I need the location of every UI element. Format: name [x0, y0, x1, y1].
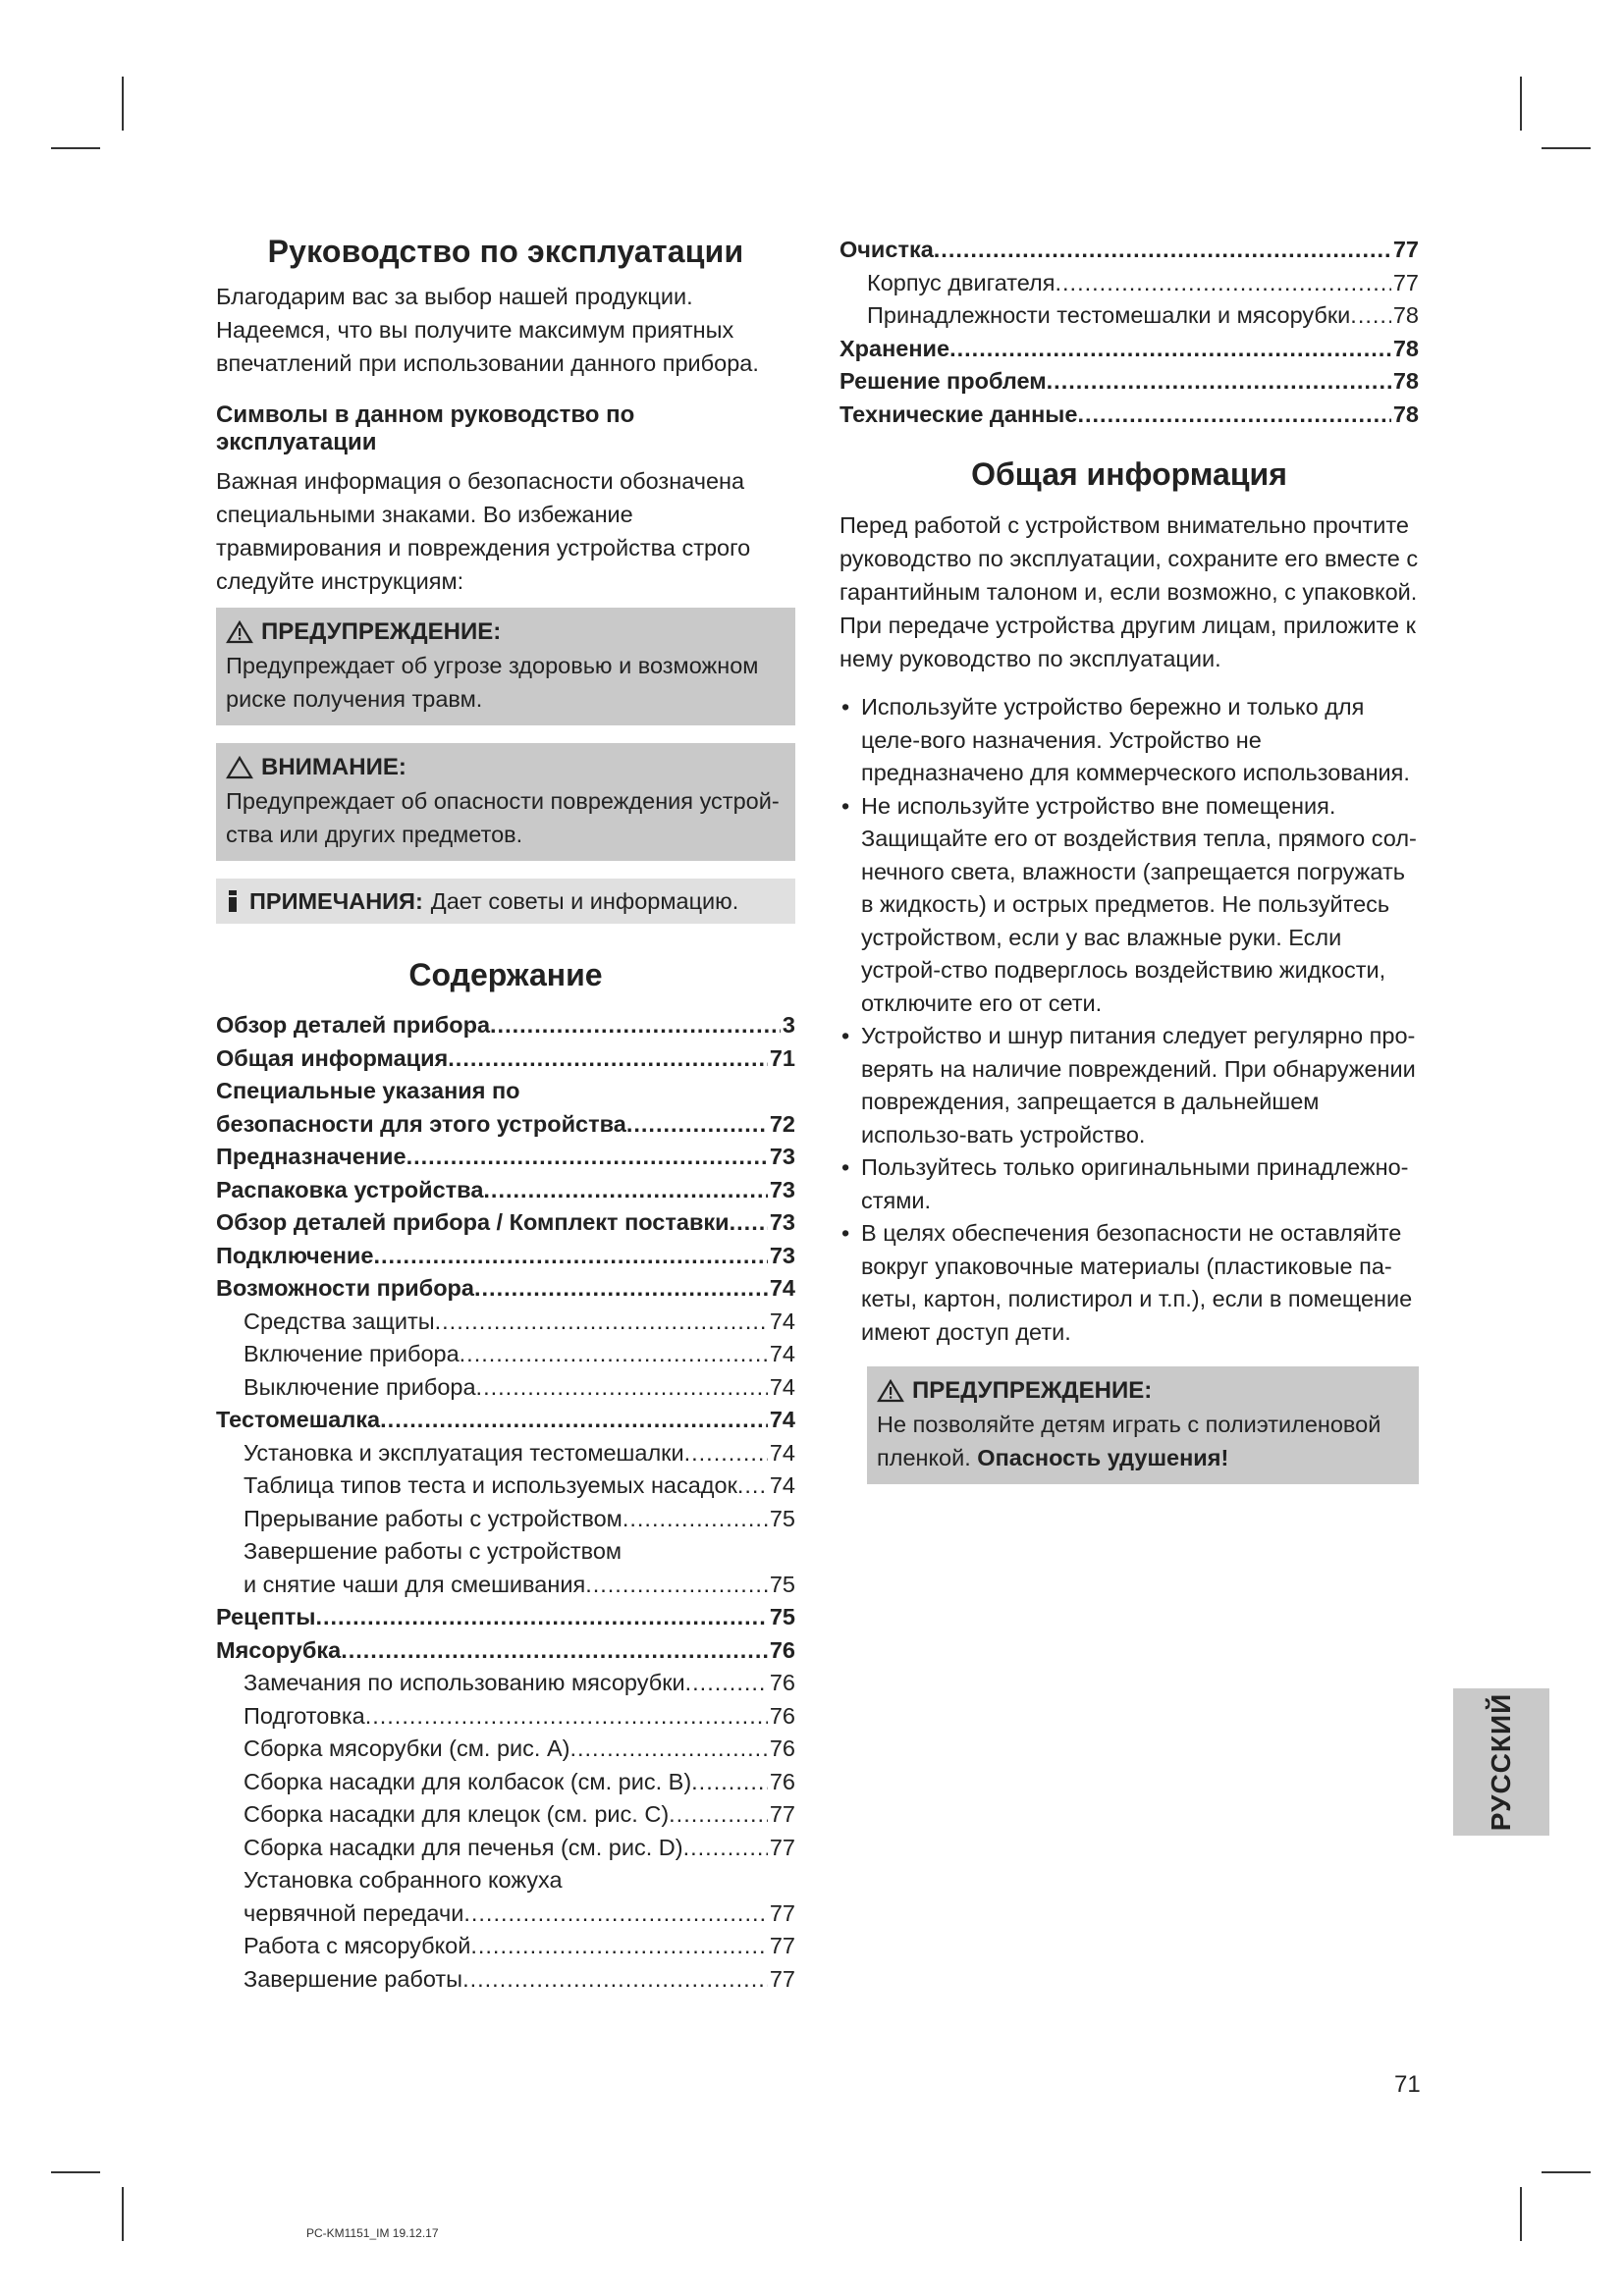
toc-entry — [216, 1733, 795, 1766]
toc-entry — [216, 1437, 795, 1470]
toc-entry-label: Сборка насадки для колбасок (см. рис. B) — [244, 1768, 692, 1794]
toc-entry-page: 78 — [1392, 368, 1419, 394]
toc-entry: Завершение работы с устройством — [244, 1538, 623, 1564]
info-icon — [226, 890, 240, 912]
right-column — [839, 234, 1419, 1502]
toc-entry — [216, 1798, 795, 1832]
toc-leader-dots — [730, 1206, 768, 1240]
toc-entry — [216, 1897, 795, 1931]
bullet-item: • Используйте устройство бережно и только для целе-вого назначения. Устройство не предназначено для коммерческого использования. — [839, 691, 1419, 790]
toc-entry-label: Технические данные — [839, 400, 1078, 427]
toc-entry-label: Тестомешалка — [216, 1407, 381, 1432]
toc-entry — [216, 1700, 795, 1734]
toc-entry — [216, 1371, 795, 1405]
toc-leader-dots — [341, 1634, 768, 1668]
warning-title: ПРЕДУПРЕЖДЕНИЕ: — [912, 1377, 1153, 1404]
toc-entry-label: Подключение — [216, 1242, 374, 1268]
toc-entry-label: Таблица типов теста и используемых насадок — [244, 1472, 737, 1498]
warning-triangle-icon — [877, 1379, 904, 1403]
note-text: Дает советы и информацию. — [430, 888, 739, 914]
toc-entry-page: 76 — [769, 1670, 795, 1695]
toc-entry-label: Обзор деталей прибора — [216, 1012, 491, 1038]
toc-entry — [216, 1206, 795, 1240]
toc-entry: Установка собранного кожуха — [244, 1867, 563, 1893]
toc-entry — [216, 1272, 795, 1306]
toc-entry-page: 75 — [769, 1505, 795, 1531]
warning-title: ПРЕДУПРЕЖДЕНИЕ: — [261, 618, 502, 645]
bullet-item: • В целях обеспечения безопасности не оставляйте вокруг упаковочные материалы (пластиковые па-кеты, картон, полистирол и т.п.), если в помещение имеют доступ дети. — [839, 1217, 1419, 1349]
toc-entry — [216, 1634, 795, 1668]
toc-entry-label: Средства защиты — [244, 1308, 435, 1334]
toc-leader-dots — [934, 234, 1391, 267]
crop-mark — [1542, 2171, 1591, 2173]
toc-entry — [216, 1009, 795, 1042]
warning-text: Предупреждает об угрозе здоровью и возможном риске получения травм. — [226, 653, 759, 712]
caution-triangle-icon — [226, 756, 253, 779]
toc-entry — [216, 1469, 795, 1503]
toc-entry-label: Распаковка устройства — [216, 1176, 484, 1202]
toc-leader-dots — [1077, 399, 1390, 432]
page-number: 71 — [1394, 2071, 1421, 2098]
toc-leader-dots — [626, 1108, 768, 1142]
toc-entry — [216, 1108, 795, 1142]
toc-entry-page: 74 — [769, 1407, 795, 1432]
toc-entry-page: 77 — [769, 1965, 795, 1992]
toc-entry-page: 77 — [1392, 269, 1419, 295]
toc-entry-label: Включение прибора — [244, 1341, 460, 1366]
toc-entry-page: 76 — [769, 1768, 795, 1794]
toc-leader-dots — [435, 1306, 768, 1339]
toc-leader-dots — [949, 333, 1391, 366]
toc-entry — [216, 1240, 795, 1273]
toc-leader-dots — [737, 1469, 768, 1503]
toc-entry — [216, 1601, 795, 1634]
toc-entry-page: 74 — [769, 1439, 795, 1466]
toc-entry-label: Завершение работы — [244, 1965, 463, 1992]
bullet-item: • Не используйте устройство вне помещения. Защищайте его от воздействия тепла, прямого сол-нечного света, влажности (запрещается погружать в жидкость) и острых предметов. Не пользуйтесь устройством, если у вас влажные руки. Если устрой-ство подверглось воздействию жидкости, отключите его от сети. — [839, 790, 1419, 1021]
toc-entry — [839, 333, 1419, 366]
toc-entry — [216, 1503, 795, 1536]
toc-entry-label: Хранение — [839, 335, 950, 361]
toc-leader-dots — [623, 1503, 768, 1536]
toc-entry-page: 78 — [1392, 335, 1419, 361]
crop-mark — [51, 147, 100, 149]
toc-entry-page: 78 — [1392, 400, 1419, 427]
toc-leader-dots — [474, 1272, 768, 1306]
toc-entry-page: 74 — [769, 1308, 795, 1334]
toc-leader-dots — [685, 1667, 768, 1700]
contents-title: Содержание — [408, 957, 603, 992]
toc-entry-page: 77 — [769, 1899, 795, 1926]
table-of-contents-continued — [839, 234, 1419, 431]
toc-entry-label: Корпус двигателя — [867, 269, 1056, 295]
caution-text: Предупреждает об опасности повреждения устрой-ства или других предметов. — [226, 788, 780, 847]
toc-entry-page: 74 — [769, 1472, 795, 1498]
general-info-text-2: При передаче устройства другим лицам, приложите к нему руководство по эксплуатации. — [839, 613, 1416, 671]
general-info-text-1: Перед работой с устройством внимательно прочтите руководство по эксплуатации, сохраните его вместе с гарантийным талоном и, если возможно, с упаковкой. — [839, 512, 1419, 605]
manual-title: Руководство по эксплуатации — [267, 234, 744, 269]
toc-entry-label: Прерывание работы с устройством — [244, 1505, 623, 1531]
toc-entry-page: 76 — [769, 1702, 795, 1729]
toc-entry — [216, 1963, 795, 1997]
toc-entry-label: Очистка — [839, 237, 934, 262]
toc-entry-label: Принадлежности тестомешалки и мясорубки — [867, 302, 1351, 328]
toc-entry — [839, 234, 1419, 267]
crop-mark — [1542, 147, 1591, 149]
warning-text: Не позволяйте детям играть с полиэтиленовой пленкой. — [877, 1412, 1381, 1470]
warning-triangle-icon — [226, 620, 253, 644]
toc-entry-label: Сборка насадки для печенья (см. рис. D) — [244, 1834, 683, 1860]
crop-mark — [122, 77, 124, 131]
bullet-item: • Устройство и шнур питания следует регулярно про-верять на наличие повреждений. При обнаружении повреждения, запрещается в дальнейшем использо-вать устройство. — [839, 1020, 1419, 1151]
caution-box — [216, 743, 795, 861]
crop-mark — [122, 2187, 124, 2241]
toc-leader-dots — [569, 1733, 767, 1766]
language-tab-label: РУССКИЙ — [1486, 1692, 1516, 1832]
toc-leader-dots — [669, 1798, 768, 1832]
crop-mark — [1520, 2187, 1522, 2241]
toc-entry-page: 76 — [769, 1636, 795, 1663]
toc-entry-page: 77 — [1392, 237, 1419, 262]
language-tab — [1453, 1688, 1549, 1836]
toc-leader-dots — [315, 1601, 767, 1634]
toc-entry — [216, 1569, 795, 1602]
toc-leader-dots — [585, 1569, 768, 1602]
toc-entry — [216, 1174, 795, 1207]
symbols-text: Важная информация о безопасности обозначена специальными знаками. Во избежание травмирования и повреждения устройства строго следуйте инструкциям: — [216, 468, 751, 594]
toc-leader-dots — [1350, 299, 1391, 333]
toc-leader-dots — [1047, 365, 1391, 399]
toc-leader-dots — [483, 1174, 767, 1207]
toc-entry-label: Предназначение — [216, 1144, 406, 1169]
toc-entry-page: 75 — [769, 1604, 795, 1629]
toc-entry-label: Возможности прибора — [216, 1275, 474, 1301]
toc-leader-dots — [448, 1042, 768, 1076]
toc-leader-dots — [490, 1009, 781, 1042]
toc-entry — [839, 399, 1419, 432]
toc-leader-dots — [365, 1700, 768, 1734]
toc-leader-dots — [406, 1141, 768, 1174]
toc-entry-page: 71 — [769, 1044, 795, 1071]
toc-entry — [216, 1766, 795, 1799]
crop-mark — [1520, 77, 1522, 131]
toc-entry-label: и снятие чаши для смешивания — [244, 1571, 586, 1597]
left-column — [216, 234, 795, 1996]
toc-entry-label: червячной передачи — [244, 1899, 464, 1926]
toc-entry-page: 74 — [769, 1341, 795, 1366]
bullet-item: • Пользуйтесь только оригинальными принадлежно-стями. — [839, 1151, 1419, 1217]
toc-entry-page: 3 — [782, 1012, 795, 1038]
toc-entry — [216, 1141, 795, 1174]
toc-entry-page: 77 — [769, 1801, 795, 1827]
toc-entry — [216, 1930, 795, 1963]
crop-mark — [51, 2171, 100, 2173]
toc-leader-dots — [380, 1404, 768, 1437]
toc-leader-dots — [684, 1437, 768, 1470]
toc-entry-label: Мясорубка — [216, 1636, 342, 1663]
toc-entry-label: Рецепты — [216, 1604, 316, 1629]
toc-leader-dots — [373, 1240, 767, 1273]
toc-entry-label: Выключение прибора — [244, 1373, 476, 1400]
toc-entry-page: 76 — [769, 1735, 795, 1761]
warning-box — [216, 608, 795, 725]
note-label: ПРИМЕЧАНИЯ: — [249, 888, 423, 914]
note-box — [216, 879, 795, 924]
toc-entry-label: Установка и эксплуатация тестомешалки — [244, 1439, 684, 1466]
toc-entry-page: 72 — [769, 1110, 795, 1137]
toc-entry-page: 74 — [769, 1275, 795, 1301]
toc-leader-dots — [460, 1338, 768, 1371]
caution-title: ВНИМАНИЕ: — [261, 754, 406, 780]
toc-entry-label: Решение проблем — [839, 368, 1047, 394]
toc-entry-page: 73 — [769, 1242, 795, 1268]
toc-entry-page: 77 — [769, 1933, 795, 1958]
toc-leader-dots — [476, 1371, 768, 1405]
toc-entry-label: безопасности для этого устройства — [216, 1110, 626, 1137]
toc-entry-label: Сборка мясорубки (см. рис. A) — [244, 1735, 570, 1761]
toc-entry-label: Обзор деталей прибора / Комплект поставки — [216, 1209, 730, 1235]
toc-leader-dots — [463, 1897, 768, 1931]
toc-entry — [216, 1338, 795, 1371]
toc-entry-label: Замечания по использованию мясорубки — [244, 1670, 685, 1695]
table-of-contents — [216, 1009, 795, 1996]
toc-leader-dots — [470, 1930, 768, 1963]
safety-bullet-list — [839, 691, 1419, 1349]
toc-entry-page: 78 — [1392, 302, 1419, 328]
toc-entry — [839, 299, 1419, 333]
toc-leader-dots — [691, 1766, 768, 1799]
toc-entry-page: 73 — [769, 1176, 795, 1202]
toc-entry-page: 77 — [769, 1834, 795, 1860]
general-info-title: Общая информация — [971, 456, 1287, 492]
toc-entry — [216, 1832, 795, 1865]
toc-leader-dots — [683, 1832, 768, 1865]
toc-entry — [216, 1042, 795, 1076]
toc-entry-page: 73 — [769, 1144, 795, 1169]
toc-entry — [216, 1404, 795, 1437]
toc-entry-page: 73 — [769, 1209, 795, 1235]
warning-bold-text: Опасность удушения! — [977, 1445, 1229, 1470]
toc-entry — [839, 365, 1419, 399]
toc-entry — [839, 267, 1419, 300]
toc-entry-label: Подготовка — [244, 1702, 365, 1729]
toc-leader-dots — [1055, 267, 1390, 300]
warning-box-children — [867, 1366, 1419, 1484]
toc-entry-page: 75 — [769, 1571, 795, 1597]
toc-entry-label: Работа с мясорубкой — [244, 1933, 471, 1958]
toc-entry-page: 74 — [769, 1373, 795, 1400]
toc-entry — [216, 1306, 795, 1339]
toc-entry-label: Общая информация — [216, 1044, 449, 1071]
toc-entry — [216, 1667, 795, 1700]
symbols-heading: Символы в данном руководство по эксплуатации — [216, 401, 635, 455]
intro-text: Благодарим вас за выбор нашей продукции. Надеемся, что вы получите максимум приятных впечатлений при использовании данного прибора. — [216, 284, 759, 376]
toc-entry-label: Сборка насадки для клецок (см. рис. C) — [244, 1801, 670, 1827]
toc-entry: Специальные указания по — [216, 1078, 520, 1103]
toc-leader-dots — [462, 1963, 768, 1997]
footer-code: PC-KM1151_IM 19.12.17 — [306, 2226, 439, 2240]
